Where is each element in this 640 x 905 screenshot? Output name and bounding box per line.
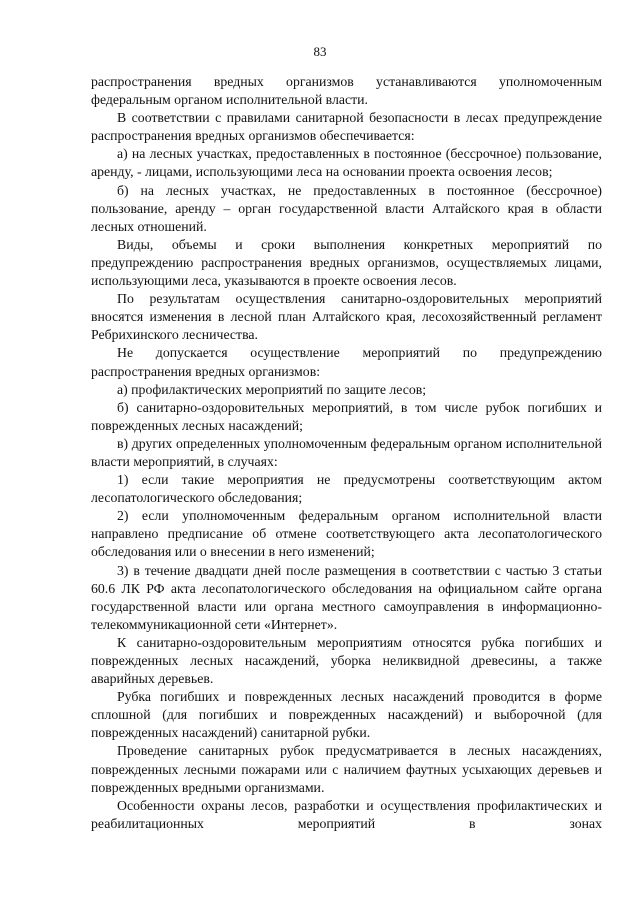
paragraph: б) на лесных участках, не предоставленных в постоянное (бессрочное) пользование, аренду – орган государственной власти Алтайского края в области лесных отношений. <box>91 182 602 234</box>
paragraph: а) на лесных участках, предоставленных в постоянное (бессрочное) пользование, аренду, - лицами, использующими леса на основании проекта освоения лесов; <box>91 146 602 180</box>
paragraph: распространения вредных организмов устанавливаются уполномоченным федеральным органом исполнительной власти. <box>91 74 602 108</box>
paragraph: Проведение санитарных рубок предусматривается в лесных насаждениях, поврежденных лесными пожарами или с наличием фаутных усыхающих деревьев и поврежденных вредными организмами. <box>91 743 602 795</box>
paragraph: К санитарно-оздоровительным мероприятиям относятся рубка погибших и поврежденных лесных насаждений, уборка неликвидной древесины, а также аварийных деревьев. <box>91 634 602 687</box>
list-item: 3) в течение двадцати дней после размещения в соответствии с частью 3 статьи 60.6 ЛК РФ акта лесопатологического обследования на официальном сайте органа государственной власти или органа местного самоуправления в информационно-телекоммуникационной сети «Интернет». <box>91 562 602 632</box>
paragraph: По результатам осуществления санитарно-оздоровительных мероприятий вносятся изменения в лесной план Алтайского края, лесохозяйственный регламент Ребрихинского лесничества. <box>91 291 602 343</box>
page-number: 83 <box>313 44 327 59</box>
paragraph: Виды, объемы и сроки выполнения конкретных мероприятий по предупреждению распространения вредных организмов, осуществляемых лицами, использующими леса, указываются в проекте освоения лесов. <box>91 236 602 289</box>
list-item: б) санитарно-оздоровительных мероприятий, в том числе рубок погибших и поврежденных лесных насаждений; <box>91 399 602 433</box>
document-body <box>91 73 602 833</box>
paragraph: Рубка погибших и поврежденных лесных насаждений проводится в форме сплошной (для погибших и поврежденных насаждений) и выборочной (для поврежденных насаждений) санитарной рубки. <box>91 689 602 741</box>
list-item: а) профилактических мероприятий по защите лесов; <box>117 381 427 397</box>
paragraph: Не допускается осуществление мероприятий по предупреждению распространения вредных организмов: <box>91 345 602 379</box>
paragraph: В соответствии с правилами санитарной безопасности в лесах предупреждение распространения вредных организмов обеспечивается: <box>91 110 602 144</box>
list-item: в) других определенных уполномоченным федеральным органом исполнительной власти мероприятий, в случаях: <box>91 435 602 469</box>
list-item: 1) если такие мероприятия не предусмотрены соответствующим актом лесопатологического обследования; <box>91 472 602 506</box>
list-item: 2) если уполномоченным федеральным органом исполнительной власти направлено предписание об отмене соответствующего акта лесопатологического обследования или о внесении в него изменений; <box>91 508 602 560</box>
paragraph: Особенности охраны лесов, разработки и осуществления профилактических и реабилитационных мероприятий в зонах <box>91 797 602 831</box>
